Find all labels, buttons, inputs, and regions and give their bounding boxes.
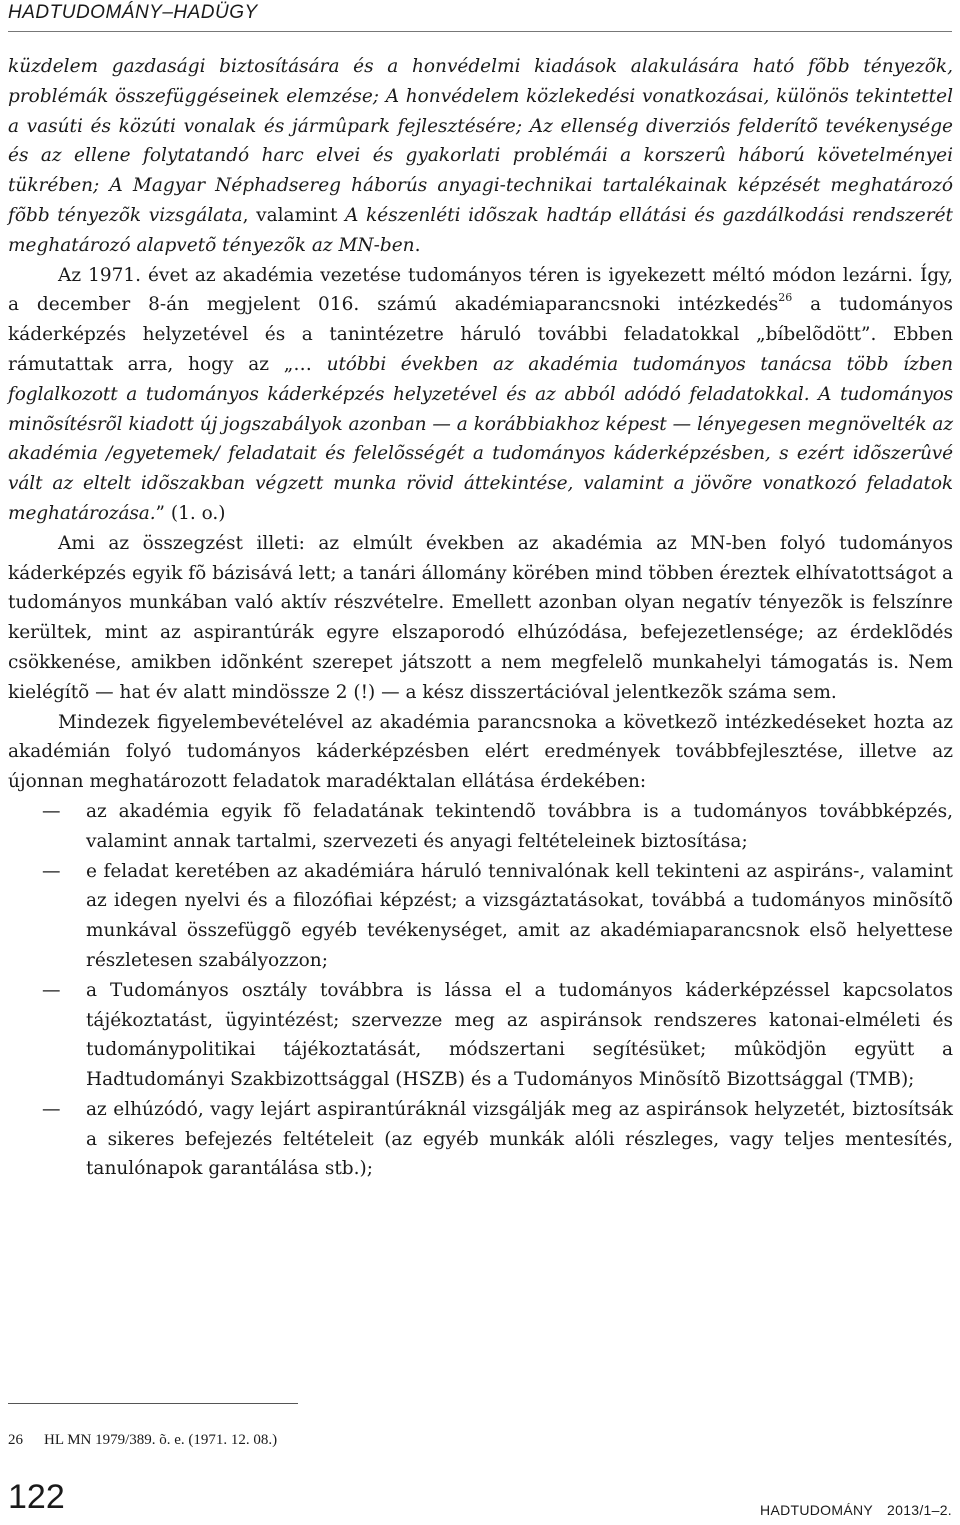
dash-bullet: — <box>42 979 61 1001</box>
article-body <box>8 52 953 1184</box>
list-item <box>8 976 953 1095</box>
dash-bullet: — <box>42 1098 61 1120</box>
header-divider <box>8 31 952 32</box>
paragraph-2 <box>8 261 953 529</box>
paragraph-3: Ami az összegzést illeti: az elmúlt években az akadémia az MN-ben folyó tudományos káderképzés egyik fõ bázisává lett; a tanári állomány körében mind többen éreztek elhívatottságot a tudományos munkában való aktív részvételre. Emellett azonban olyan negatív tényezõk is felszínre kerültek, mint az aspirantúrák egyre elszaporodó elhúzódása, befejezetlensége; az érdeklõdés csökkenése, amikben idõnként szerepet játszott a nem megfelelõ munkahelyi támogatás is. Nem kielégítõ — hat év alatt mindössze 2 (!) — a kész disszertációval jelentkezõk száma sem. <box>8 532 953 703</box>
paragraph-1-plain-d: . <box>414 234 421 256</box>
paragraph-1-italic-a: küzdelem gazdasági biztosítására és a honvédelmi kiadások alakulására ható fõbb tényezõk, problémák összefüggéseinek elemzése; A honvédelem közlekedési vonatkozásai, különös tekintettel a vasúti és közúti vonalak és jármûpark fejlesztésére; Az ellenség diverziós felderítõ tevékenysége és az ellene folytatandó harc elvei és gyakorlati problémái a korszerû háború követelményei tükrében; A Magyar Néphadsereg háborús anyagi-technikai tartalékainak képzését meghatározó fõbb tényezõk vizsgálata <box>8 56 953 226</box>
measures-list <box>8 797 953 1184</box>
list-item-text: az akadémia egyik fõ feladatának tekintendõ továbbra is a tudományos továbbképzés, valamint annak tartalmi, szervezeti és anyagi feltételeinek biztosítása; <box>86 800 953 852</box>
list-item <box>8 857 953 976</box>
footnote-ref-26[interactable]: 26 <box>778 291 793 305</box>
paragraph-1-plain-b: , valamint <box>242 204 346 226</box>
paragraph-1 <box>8 52 953 261</box>
footnote-divider <box>8 1403 298 1404</box>
dash-bullet: — <box>42 800 61 822</box>
paragraph-2-plain-d: ” (1. o.) <box>155 502 226 524</box>
footnote-number: 26 <box>8 1432 23 1448</box>
journal-footer <box>760 1502 952 1518</box>
paragraph-2-quote: utóbbi években az akadémia tudományos tanácsa több ízben foglalkozott a tudományos káderképzés helyzetével és az abból adódó feladatokkal. A tudományos minõsítésrõl kiadott új jogszabályok azonban — a korábbiakhoz képest — lényegesen megnövelték az akadémia /egyetemek/ feladatait és felelõsségét a tudományos káderképzésben, s ezért idõszerûvé vált az eltelt idõszakban végzett munka rövid áttekintése, valamint a jövõre vonatkozó feladatok meghatározása. <box>8 353 954 524</box>
page-number: 122 <box>8 1478 65 1516</box>
paragraph-4: Mindezek figyelembevételével az akadémia parancsnoka a következõ intézkedéseket hozta az akadémián folyó tudományos káderképzésben elért eredmények továbbfejlesztése, illetve az újonnan meghatározott feladatok maradéktalan ellátása érdekében: <box>8 711 953 793</box>
footnote <box>8 1432 277 1449</box>
journal-issue: 2013/1–2. <box>887 1502 952 1518</box>
paragraph-2-plain-b: a tudományos káderképzés helyzetével és a tanintézetre háruló további feladatokkal „bíbelõdött”. Ebben rámutattak arra, hogy az „… <box>8 294 954 375</box>
list-item-text: e feladat keretében az akadémiára háruló tennivalónak kell tekinteni az aspiráns-, valamint az idegen nyelvi és a filozófiai képzést; a vizsgáztatásokat, továbbá a tudományos minõsítõ munkával összefüggõ egyéb tevékenységet, amit az akadémiaparancsnok elsõ helyettese részletesen szabályozzon; <box>86 860 953 971</box>
paragraph-1-italic-c: A készenléti idõszak hadtáp ellátási és gazdálkodási rendszerét meghatározó alapvetõ tényezõk az MN-ben <box>8 204 953 256</box>
running-header: HADTUDOMÁNY–HADÜGY <box>8 2 258 23</box>
list-item-text: az elhúzódó, vagy lejárt aspirantúráknál vizsgálják meg az aspiránsok helyzetét, biztosítsák a sikeres befejezés feltételeit (az egyéb munkák alóli részleges, vagy teljes mentesítés, tanulónapok garantálása stb.); <box>86 1098 953 1180</box>
footnote-text: HL MN 1979/389. õ. e. (1971. 12. 08.) <box>44 1432 278 1448</box>
paragraph-2-plain-a: Az 1971. évet az akadémia vezetése tudományos téren is igyekezett méltó módon lezárni. Így, a december 8-án megjelent 016. számú akadémiaparancsnoki intézkedés <box>8 264 953 316</box>
list-item-text: a Tudományos osztály továbbra is lássa el a tudományos káderképzéssel kapcsolatos tájékoztatást, ügyintézést; szervezze meg az aspiránsok rendszeres katonai-elméleti és tudománypolitikai tájékoztatását, módszertani segítésüket; mûködjön együtt a Hadtudományi Szakbizottsággal (HSZB) és a Tudományos Minõsítõ Bizottsággal (TMB); <box>86 979 953 1091</box>
dash-bullet: — <box>42 860 61 882</box>
journal-name: HADTUDOMÁNY <box>760 1502 874 1518</box>
list-item <box>8 1095 953 1184</box>
list-item <box>8 797 953 857</box>
